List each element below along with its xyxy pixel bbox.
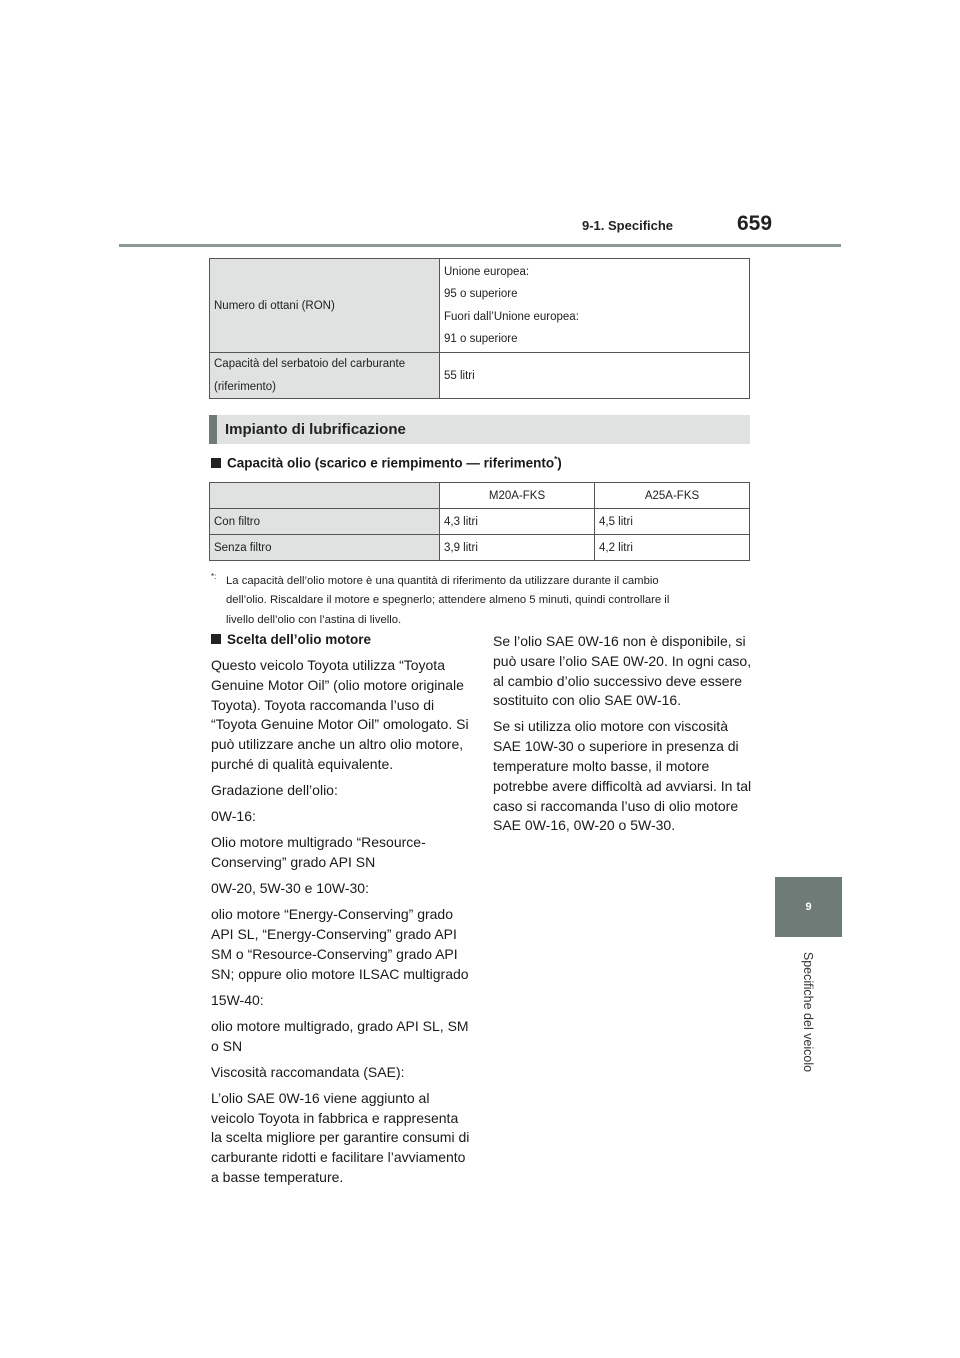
paragraph: olio motore multigrado, grado API SL, SM o SN (211, 1017, 469, 1054)
table-row (210, 535, 750, 561)
table-cell-value: 4,5 litri (595, 509, 750, 535)
footnote-ref: * (554, 455, 558, 464)
table-header-row (210, 483, 750, 509)
paragraph: Se l’olio SAE 0W-16 non è disponibile, si può usare l’olio SAE 0W-20. In ogni caso, al cambio d’olio successivo deve essere sostituito con olio SAE 0W-16. (493, 633, 752, 709)
oil-capacity-footnote: *: La capacità dell’olio motore è una quantità di riferimento da utilizzare durante il cambio dell’olio. Riscaldare il motore e spegnerlo; attendere almeno 5 minuti, quindi controllare il livello dell’olio con l’astina di livello. (211, 567, 756, 630)
table-cell-label: Numero di ottani (RON) (210, 259, 440, 353)
paragraph: 0W-16: (211, 808, 256, 825)
table-cell-value: 4,2 litri (595, 535, 750, 561)
header-divider (119, 244, 841, 247)
left-text-column (211, 656, 471, 1194)
oil-capacity-heading: Capacità olio (scarico e riempimento — riferimento*) (211, 455, 562, 471)
paragraph: Se si utilizza olio motore con viscosità SAE 10W-30 o superiore in presenza di temperature molto basse, il motore potrebbe avere difficoltà ad avviarsi. In tal caso si raccomanda l’uso di olio motore SAE 0W-16, 0W-20 o 5W-30. (493, 718, 752, 834)
right-text-column (493, 632, 753, 843)
square-bullet-icon (211, 458, 221, 468)
chapter-title: Specifiche del veicolo (801, 951, 815, 1073)
table-header-cell: A25A-FKS (595, 483, 750, 509)
chapter-number: 9 (805, 901, 812, 913)
table-cell-value: 4,3 litri (440, 509, 595, 535)
paragraph: Olio motore multigrado “Resource-Conserving” grado API SN (211, 834, 426, 871)
table-row (210, 509, 750, 535)
paragraph: Viscosità raccomandata (SAE): (211, 1063, 405, 1080)
section-title: 9-1. Specifiche (582, 218, 674, 233)
page-number: 659 (737, 212, 773, 235)
table-cell-value: Unione europea: 95 o superiore Fuori dall’Unione europea: 91 o superiore (440, 259, 750, 353)
footnote-marker: *: (211, 572, 217, 581)
table-header-cell (210, 483, 440, 509)
chapter-tab (775, 877, 842, 937)
square-bullet-icon (211, 634, 221, 644)
paragraph: 0W-20, 5W-30 e 10W-30: (211, 880, 369, 897)
table-cell-value: 3,9 litri (440, 535, 595, 561)
paragraph: Gradazione dell’olio: (211, 782, 338, 799)
engine-oil-heading: Scelta dell’olio motore (211, 632, 371, 647)
paragraph: olio motore “Energy-Conserving” grado API SL, “Energy-Conserving” grado API SM o “Resource-Conserving” grado API SN; oppure olio motore ILSAC multigrado (211, 906, 469, 982)
paragraph: Questo veicolo Toyota utilizza “Toyota Genuine Motor Oil” (olio motore originale Toyota). Toyota raccomanda l’uso di “Toyota Genuine Motor Oil” omologato. Si può utilizzare anche un altro olio motore, purché di qualità equivalente. (211, 657, 469, 772)
table-cell-label: Con filtro (210, 509, 440, 535)
table-row (210, 259, 750, 353)
paragraph: 15W-40: (211, 991, 264, 1008)
chapter-label (780, 942, 836, 1082)
paragraph: L’olio SAE 0W-16 viene aggiunto al veicolo Toyota in fabbrica e rappresenta la scelta migliore per garantire consumi di carburante ridotti e facilitare l’avviamento a basse temperature. (211, 1089, 470, 1185)
table-cell-label: Capacità del serbatoio del carburante (riferimento) (210, 353, 440, 399)
oil-capacity-table (209, 482, 750, 561)
lubrication-section-heading: Impianto di lubrificazione (209, 415, 750, 444)
table-header-cell: M20A-FKS (440, 483, 595, 509)
fuel-spec-table (209, 258, 750, 399)
table-cell-value: 55 litri (440, 353, 750, 399)
table-row (210, 353, 750, 399)
table-cell-label: Senza filtro (210, 535, 440, 561)
